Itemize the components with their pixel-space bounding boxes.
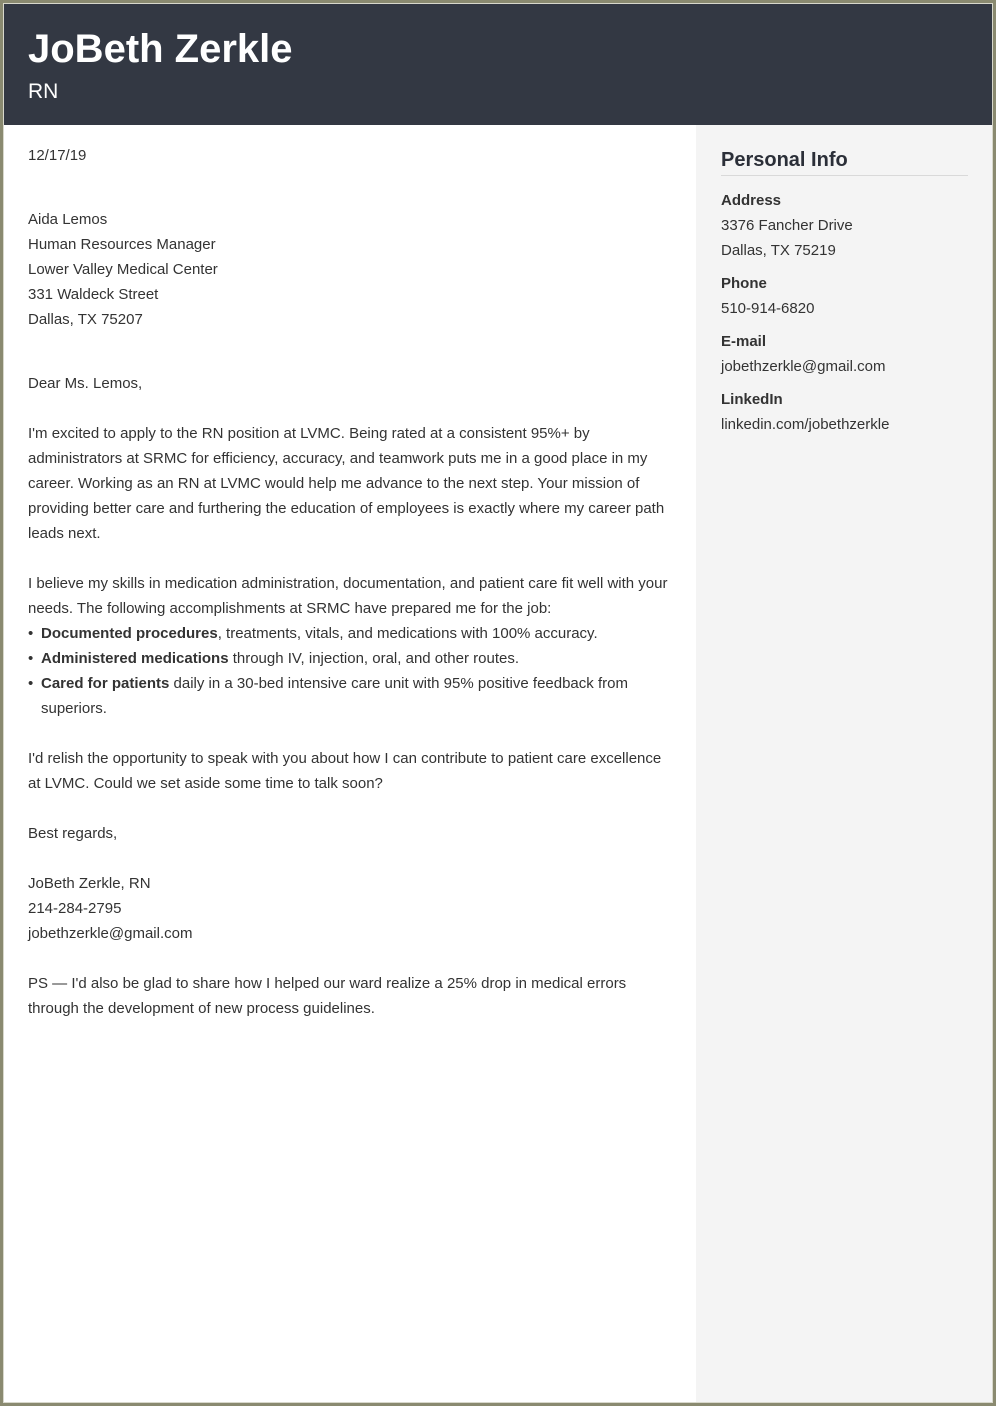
bullet-icon: •	[28, 675, 34, 692]
recipient-position: Human Resources Manager	[28, 236, 216, 253]
signature-name: JoBeth Zerkle, RN	[28, 875, 151, 892]
bullet-bold: Cared for patients	[41, 675, 170, 692]
email-label: E-mail	[721, 333, 767, 350]
recipient-street: 331 Waldeck Street	[28, 286, 159, 303]
paragraph-skills: I believe my skills in medication administration, documentation, and patient care fit well with your needs. The following accomplishments at SRMC have prepared me for the job:	[28, 575, 668, 617]
email-value: jobethzerkle@gmail.com	[721, 358, 886, 375]
bullet-icon: •	[28, 625, 34, 642]
letter-body	[28, 143, 673, 1021]
header-banner	[3, 3, 993, 125]
sidebar-heading: Personal Info	[721, 145, 968, 176]
list-item	[28, 671, 673, 721]
linkedin-value: linkedin.com/jobethzerkle	[721, 416, 890, 433]
bullet-bold: Administered medications	[41, 650, 229, 667]
phone-section	[721, 271, 968, 321]
address-line-2: Dallas, TX 75219	[721, 242, 836, 259]
phone-label: Phone	[721, 275, 767, 292]
address-line-1: 3376 Fancher Drive	[721, 217, 853, 234]
signature-email: jobethzerkle@gmail.com	[28, 925, 193, 942]
applicant-title: RN	[28, 80, 59, 103]
address-section	[721, 188, 968, 263]
recipient-organization: Lower Valley Medical Center	[28, 261, 218, 278]
paragraph-intro: I'm excited to apply to the RN position at LVMC. Being rated at a consistent 95%+ by administrators at SRMC for efficiency, accuracy, and teamwork puts me in a good place in my career. Working as an RN at LVMC would help me advance to the next step. Your mission of providing better care and furthering the education of employees is exactly where my career path leads next.	[28, 425, 665, 542]
postscript: PS — I'd also be glad to share how I helped our ward realize a 25% drop in medical errors through the development of new process guidelines.	[28, 975, 627, 1017]
address-label: Address	[721, 192, 782, 209]
paragraph-closing: I'd relish the opportunity to speak with you about how I can contribute to patient care excellence at LVMC. Could we set aside some time to talk soon?	[28, 750, 662, 792]
letter-date: 12/17/19	[28, 147, 87, 164]
accomplishments-list	[28, 621, 673, 721]
salutation: Dear Ms. Lemos,	[28, 375, 143, 392]
bullet-icon: •	[28, 650, 34, 667]
phone-value: 510-914-6820	[721, 300, 815, 317]
applicant-name: JoBeth Zerkle	[28, 27, 293, 71]
recipient-name: Aida Lemos	[28, 211, 108, 228]
list-item	[28, 621, 673, 646]
bullet-bold: Documented procedures	[41, 625, 218, 642]
linkedin-section	[721, 387, 968, 437]
bullet-text: through IV, injection, oral, and other routes.	[228, 650, 520, 667]
list-item	[28, 646, 673, 671]
bullet-text: daily in a 30-bed intensive care unit with 95% positive feedback from superiors.	[41, 675, 628, 717]
signature-block	[28, 871, 673, 946]
email-section	[721, 329, 968, 379]
signature-phone: 214-284-2795	[28, 900, 122, 917]
closing-phrase: Best regards,	[28, 825, 118, 842]
linkedin-label: LinkedIn	[721, 391, 783, 408]
recipient-block	[28, 207, 673, 332]
recipient-city: Dallas, TX 75207	[28, 311, 143, 328]
personal-info-sidebar	[696, 125, 993, 1403]
bullet-text: , treatments, vitals, and medications with 100% accuracy.	[217, 625, 598, 642]
